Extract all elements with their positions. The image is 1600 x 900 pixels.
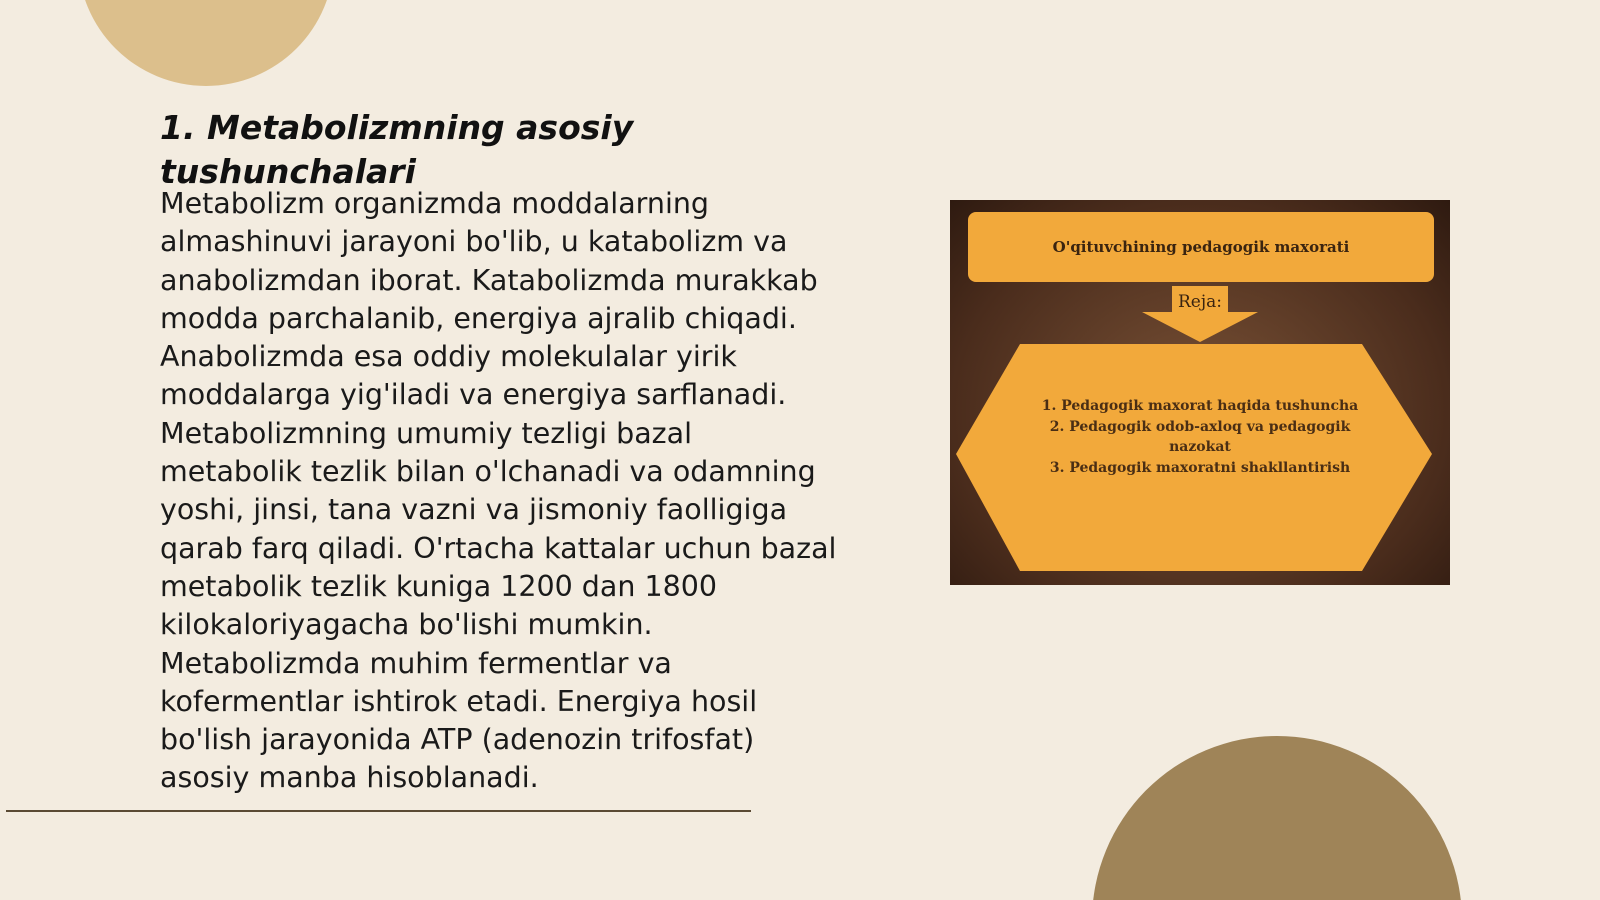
diagram-header-text: O'qituvchining pedagogik maxorati [1052,238,1350,256]
decorative-circle-bottom [1092,736,1462,900]
plan-diagram-image [950,200,1450,585]
slide-title: 1. Metabolizmning asosiy tushunchalari [160,108,634,191]
diagram-plan-item: 2. Pedagogik odob-axloq va pedagogik nazokat [1049,418,1351,455]
diagram-plan-item: 3. Pedagogik maxoratni shakllantirish [1049,459,1351,476]
divider-line [6,810,751,812]
slide-body-text: Metabolizm organizmda moddalarning almashinuvi jarayoni bo'lib, u katabolizm va anabolizmdan iborat. Katabolizmda murakkab modda parchalanib, energiya ajralib chiqadi. Anabolizmda esa oddiy molekulalar yirik moddalarga yig'iladi va energiya sarflanadi. Metabolizmning umumiy tezligi bazal metabolik tezlik bilan o'lchanadi va odamning yoshi, jinsi, tana vazni va jismoniy faolligiga qarab farq qiladi. O'rtacha kattalar uchun bazal metabolik tezlik kuniga 1200 dan 1800 kilokaloriyagacha bo'lishi mumkin. Metabolizmda muhim fermentlar va kofermentlar ishtirok etadi. Energiya hosil bo'lish jarayonida ATP (adenozin trifosfat) asosiy manba hisoblanadi. [160,187,837,795]
decorative-circle-top [78,0,334,86]
diagram-plan-item: 1. Pedagogik maxorat haqida tushuncha [1041,398,1359,414]
diagram-plan-list [1030,396,1370,478]
diagram-arrow-label: Reja: [1178,292,1222,312]
